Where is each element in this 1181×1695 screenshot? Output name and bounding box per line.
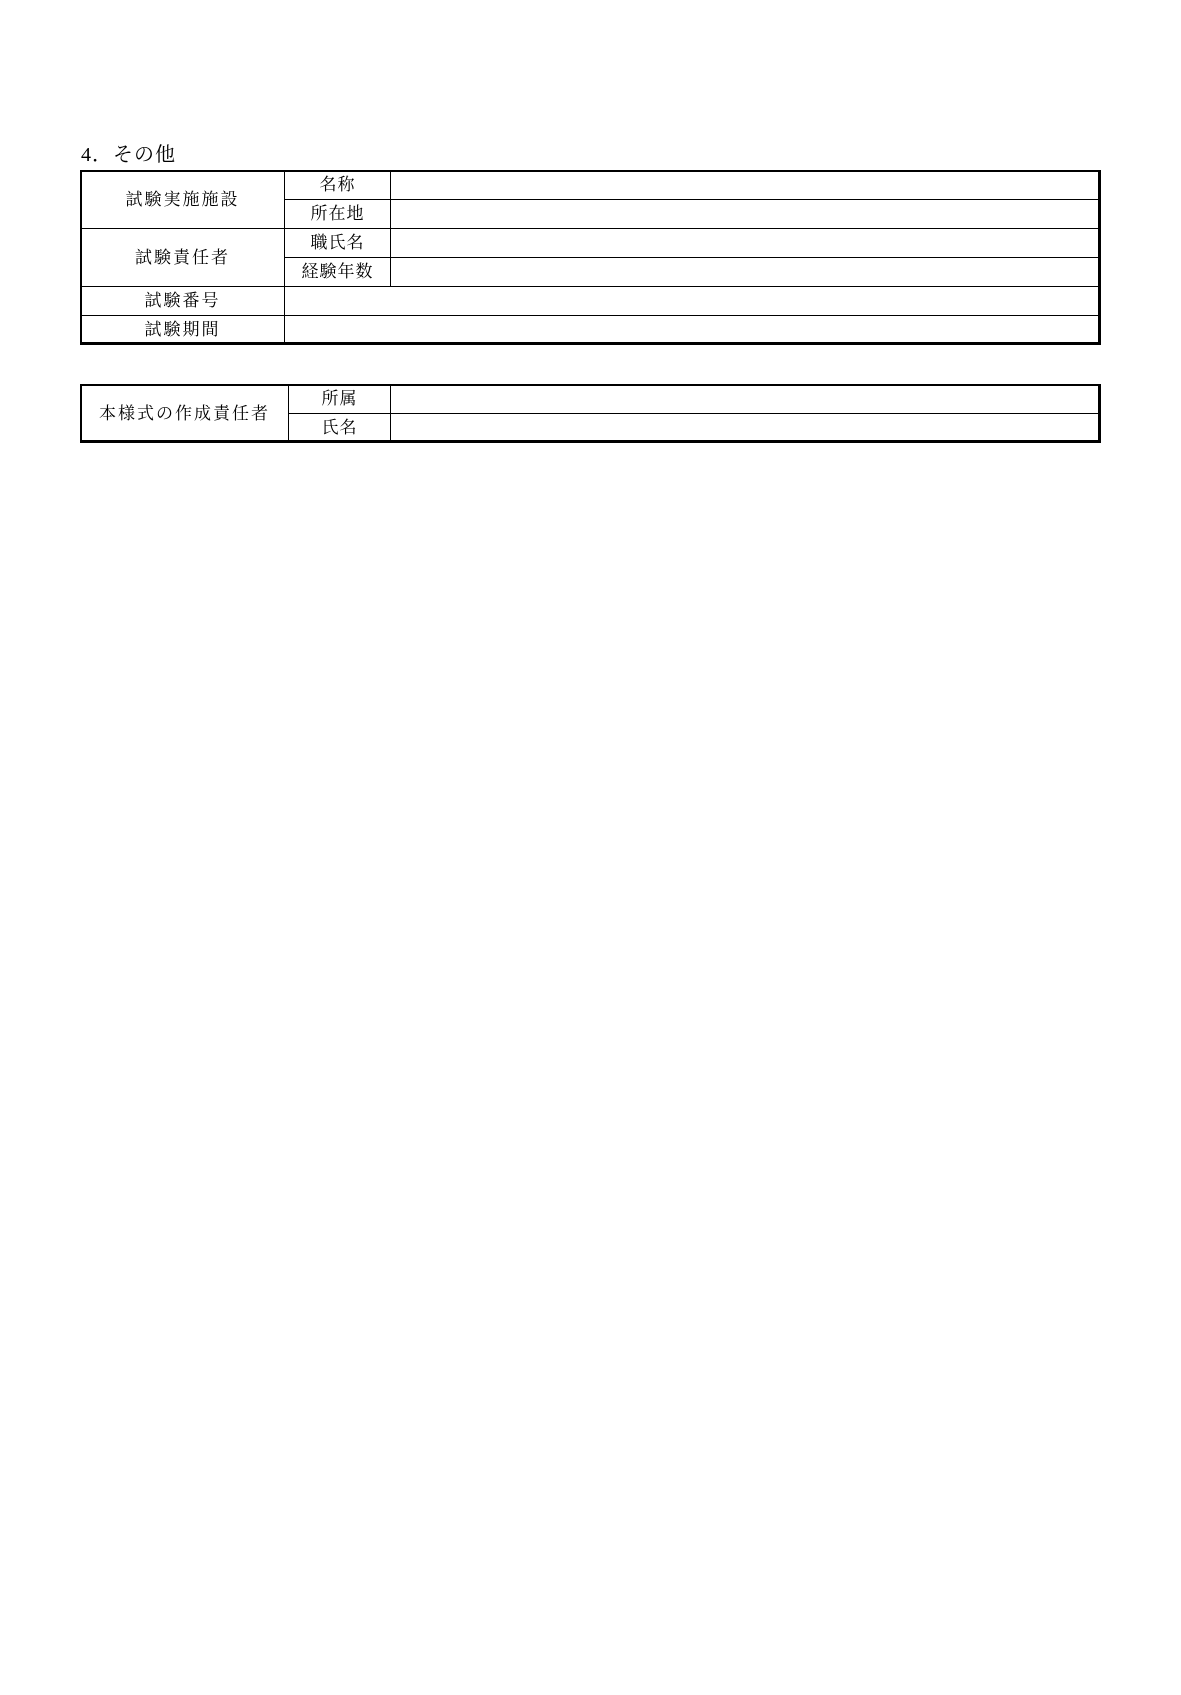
table-row [81, 316, 1101, 345]
input-investigator-title-name[interactable] [391, 229, 1101, 258]
input-author-name[interactable] [391, 414, 1101, 443]
input-study-period[interactable] [285, 316, 1101, 345]
input-facility-address[interactable] [391, 200, 1101, 229]
input-facility-name[interactable] [391, 171, 1101, 200]
row-label-study-period: 試験期間 [81, 316, 285, 345]
row-label-facility: 試験実施施設 [81, 171, 285, 229]
row-sublabel-years-experience: 経験年数 [285, 258, 391, 287]
table-row [81, 171, 1101, 200]
table-row [81, 287, 1101, 316]
row-sublabel-title-name: 職氏名 [285, 229, 391, 258]
other-info-table [80, 170, 1101, 345]
input-investigator-years-experience[interactable] [391, 258, 1101, 287]
row-sublabel-address: 所在地 [285, 200, 391, 229]
row-label-author: 本様式の作成責任者 [81, 385, 289, 443]
row-sublabel-person-name: 氏名 [289, 414, 391, 443]
row-label-study-number: 試験番号 [81, 287, 285, 316]
row-label-investigator: 試験責任者 [81, 229, 285, 287]
row-sublabel-name: 名称 [285, 171, 391, 200]
author-info-table [80, 384, 1101, 443]
input-author-affiliation[interactable] [391, 385, 1101, 414]
table-row [81, 385, 1101, 414]
row-sublabel-affiliation: 所属 [289, 385, 391, 414]
section-heading: 4．その他 [81, 144, 176, 166]
input-study-number[interactable] [285, 287, 1101, 316]
table-row [81, 229, 1101, 258]
